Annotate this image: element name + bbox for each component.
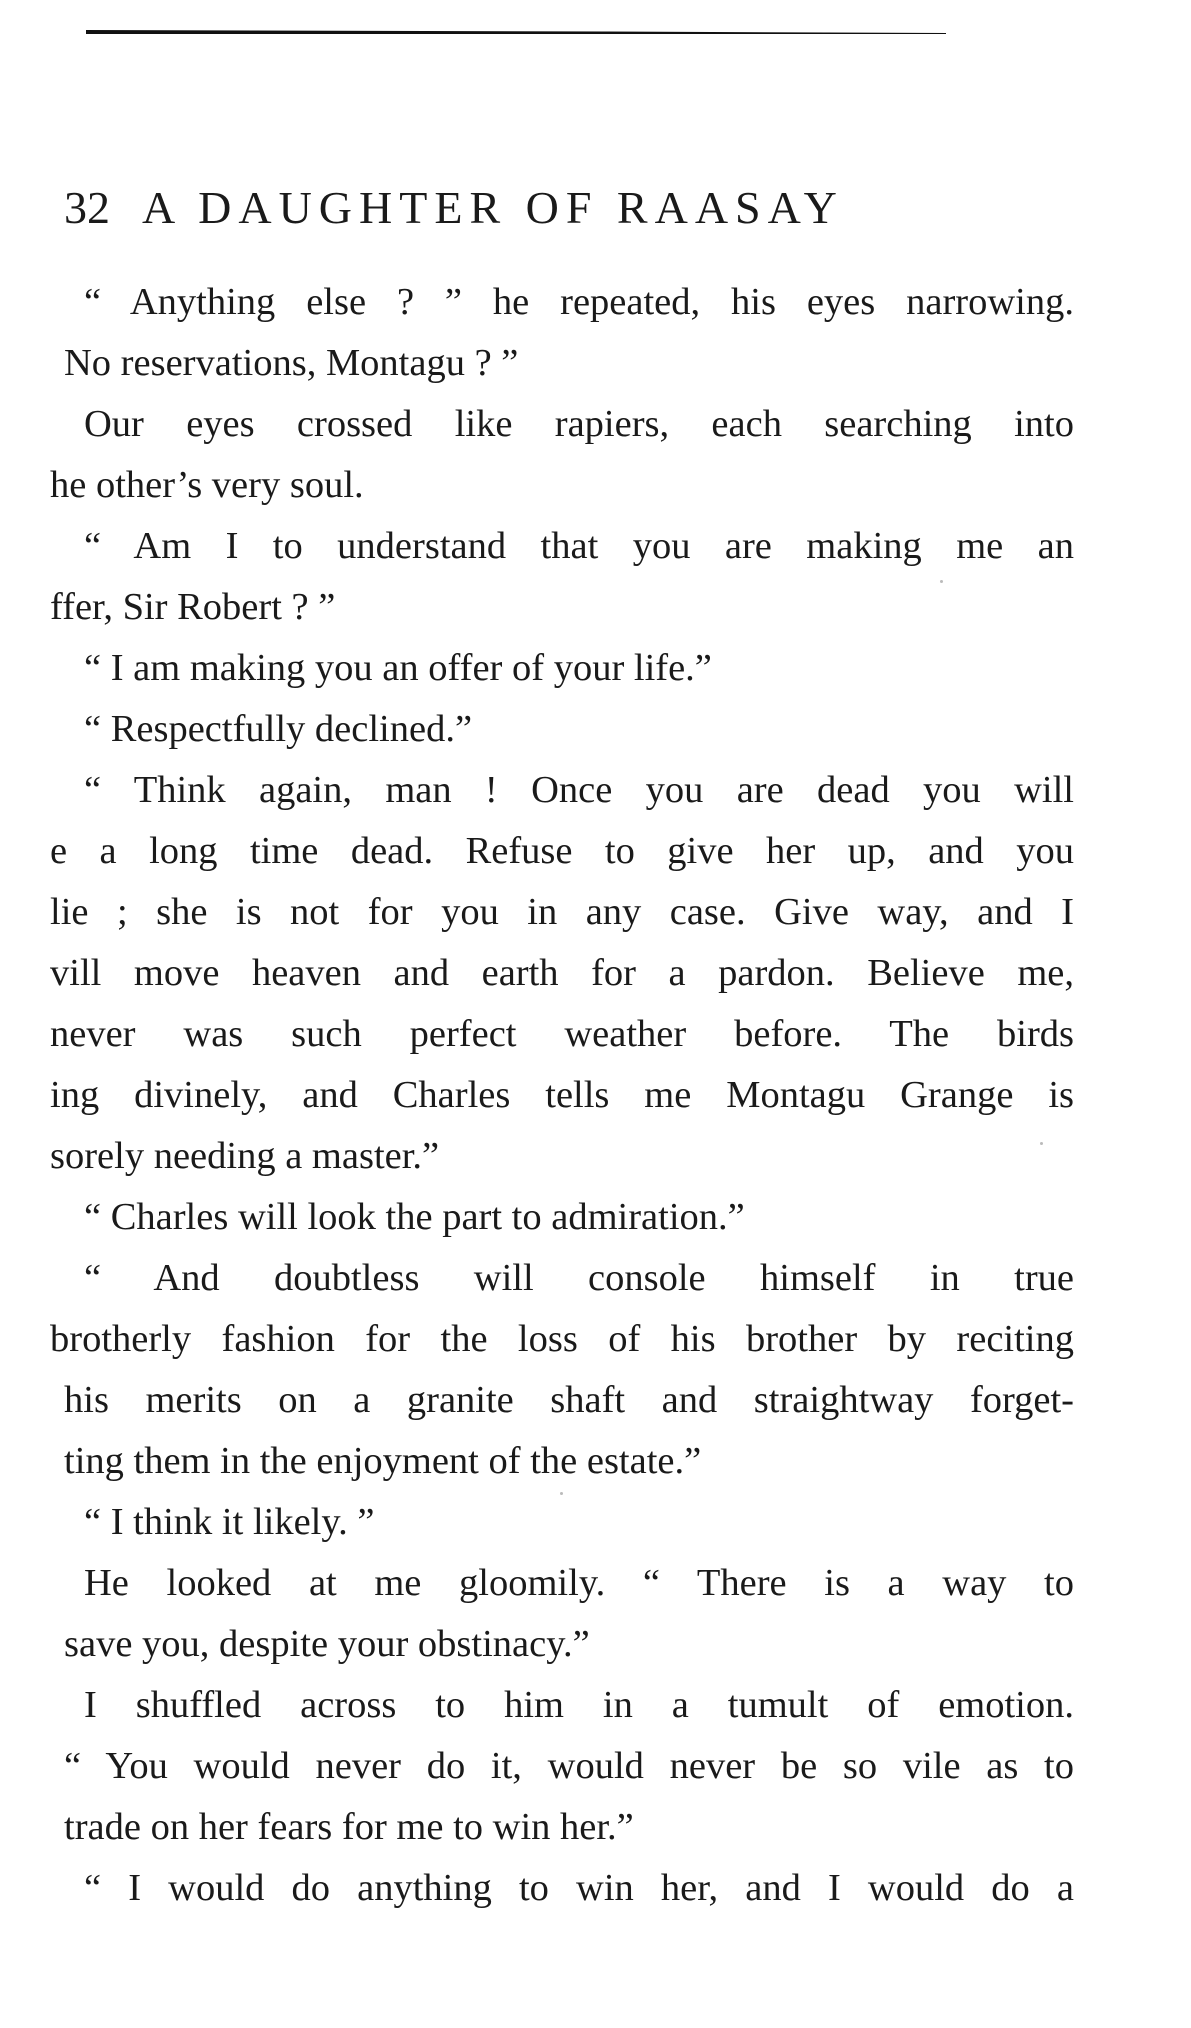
text-line: “ Respectfully declined.”: [84, 708, 473, 750]
text-line: I shuffled across to him in a tumult of emotion.: [84, 1684, 1074, 1726]
text-line: he other’s very soul.: [50, 464, 364, 506]
text-line: “ I would do anything to win her, and I would do a: [84, 1867, 1074, 1909]
text-line: He looked at me gloomily. “ There is a way to: [84, 1562, 1074, 1604]
print-speck: [560, 1492, 563, 1495]
text-line: vill move heaven and earth for a pardon. Believe me,: [50, 952, 1074, 994]
text-line: No reservations, Montagu ? ”: [64, 342, 519, 384]
text-line: never was such perfect weather before. The birds: [50, 1013, 1074, 1055]
page-number: 32: [64, 182, 110, 233]
page-body: [50, 272, 1074, 1919]
text-line: brotherly fashion for the loss of his brother by reciting: [50, 1318, 1074, 1360]
text-line: “ Am I to understand that you are making me an: [84, 525, 1074, 567]
text-line: “ Anything else ? ” he repeated, his eyes narrowing.: [84, 281, 1074, 323]
text-line: “ I am making you an offer of your life.”: [84, 647, 712, 689]
text-line: sorely needing a master.”: [50, 1135, 440, 1177]
text-line: ing divinely, and Charles tells me Montagu Grange is: [50, 1074, 1074, 1116]
text-line: “ You would never do it, would never be so vile as to: [64, 1745, 1074, 1787]
text-line: “ Think again, man ! Once you are dead you will: [84, 769, 1074, 811]
text-line: e a long time dead. Refuse to give her up, and you: [50, 830, 1074, 872]
top-rule: [86, 28, 946, 38]
top-rule-line: [86, 28, 946, 38]
text-line: save you, despite your obstinacy.”: [64, 1623, 590, 1665]
text-line: ffer, Sir Robert ? ”: [50, 586, 336, 628]
running-header: [64, 178, 1064, 238]
text-line: Our eyes crossed like rapiers, each searching into: [84, 403, 1074, 445]
text-line: trade on her fears for me to win her.”: [64, 1806, 634, 1848]
text-line: “ And doubtless will console himself in true: [84, 1257, 1074, 1299]
text-line: lie ; she is not for you in any case. Give way, and I: [50, 891, 1074, 933]
print-speck: [940, 580, 943, 583]
text-line: “ I think it likely. ”: [84, 1501, 375, 1543]
print-speck: [1040, 1142, 1043, 1145]
text-line: his merits on a granite shaft and straightway forget-: [64, 1379, 1074, 1421]
text-line: “ Charles will look the part to admiration.”: [84, 1196, 745, 1238]
running-title: A DAUGHTER OF RAASAY: [141, 182, 844, 233]
text-line: ting them in the enjoyment of the estate.”: [64, 1440, 702, 1482]
